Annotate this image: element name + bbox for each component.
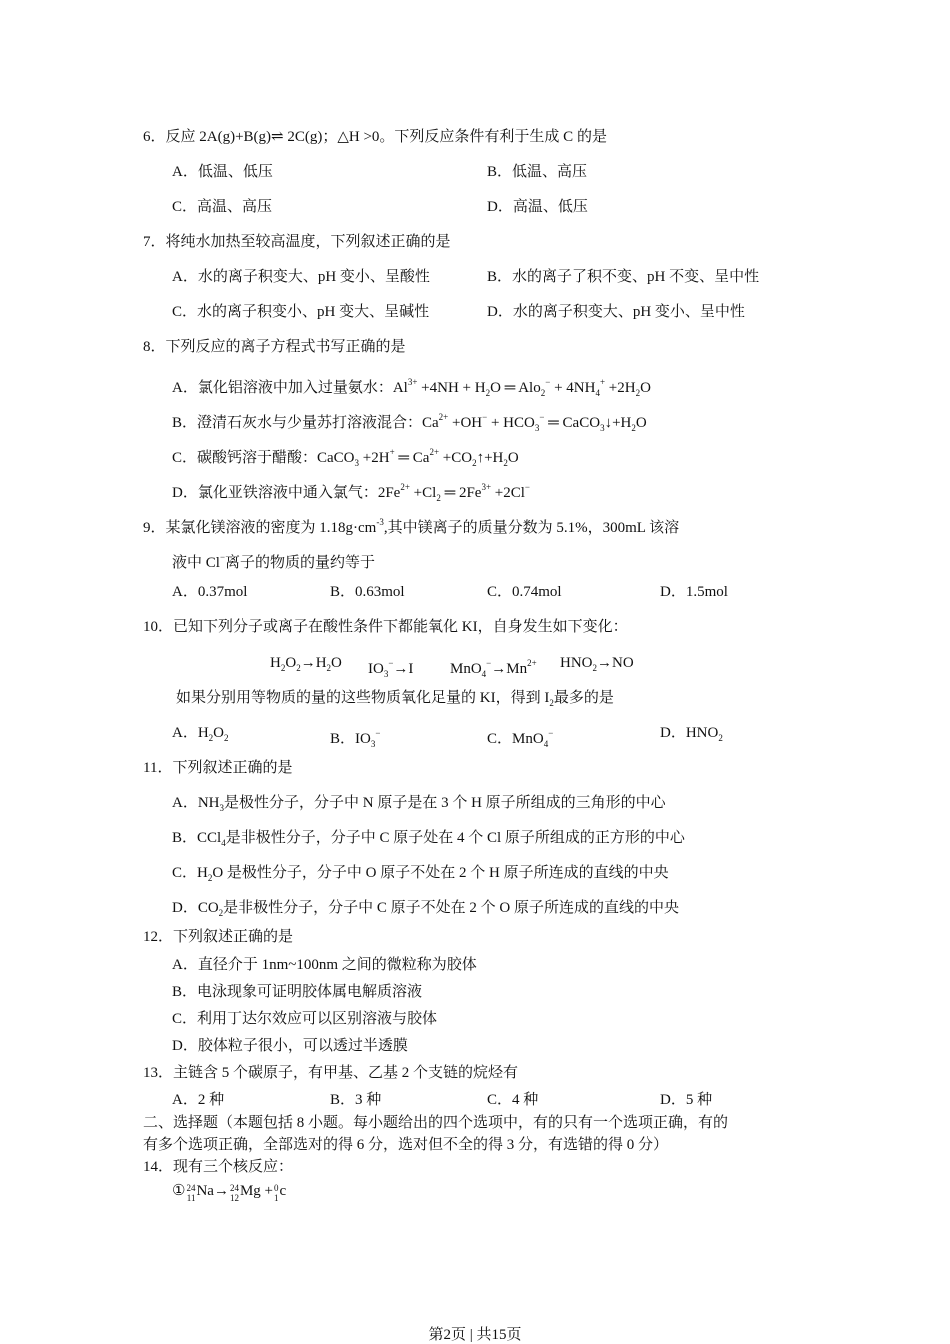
text: O — [507, 450, 519, 466]
option-item — [487, 162, 587, 182]
text: 是极性分子，分子中 N 原子是在 3 个 H 原子所组成的三角形的中心 — [224, 795, 666, 811]
option-item — [487, 267, 759, 287]
subscript: 2 — [224, 733, 229, 743]
text: B．IO — [330, 731, 371, 747]
text: C．碳酸钙溶于醋酸：CaCO — [172, 450, 355, 466]
text-line — [172, 828, 685, 853]
mass-number: 24 — [186, 1183, 196, 1193]
subscript: 2 — [436, 493, 441, 503]
text: 13．主链含 5 个碳原子，有甲基、乙基 2 个支链的烷烃有 — [143, 1065, 519, 1081]
text-line — [143, 1063, 518, 1083]
text-line — [172, 1181, 286, 1203]
text-line — [143, 758, 292, 778]
subscript: 2 — [540, 388, 546, 398]
text: A．直径介于 1nm~100nm 之间的微粒称为胶体 — [172, 957, 477, 973]
subscript: 2 — [326, 663, 332, 673]
text-line — [143, 512, 679, 538]
subscript: 2 — [218, 908, 224, 918]
text: C．0.74mol — [487, 584, 562, 600]
text: D．高温、低压 — [487, 199, 588, 215]
text: 12．下列叙述正确的是 — [143, 929, 294, 945]
text: +Cl — [409, 485, 437, 501]
text: 11．下列叙述正确的是 — [143, 760, 293, 776]
option-item — [660, 1090, 712, 1110]
text-line — [172, 955, 477, 975]
text-line — [143, 617, 628, 637]
text: IO — [368, 661, 384, 677]
page-footer: 第2页 | 共15页 — [428, 1327, 522, 1343]
option-item — [487, 582, 562, 602]
text: 是非极性分子，分子中 C 原子处在 4 个 Cl 原子所组成的正方形的中心 — [225, 830, 685, 846]
option-item — [368, 653, 413, 684]
text: O — [285, 655, 297, 671]
subscript: 3 — [370, 739, 376, 749]
option-item — [330, 582, 405, 602]
text-line — [176, 688, 614, 713]
text-line — [143, 927, 293, 947]
option-item — [487, 723, 553, 754]
text: Na→ — [196, 1183, 229, 1199]
text: →H — [300, 655, 327, 671]
text: O — [331, 655, 342, 671]
text: C．H — [172, 865, 208, 881]
text: C．高温、高压 — [172, 199, 273, 215]
text: 14．现有三个核反应： — [143, 1159, 294, 1175]
text-line — [172, 982, 422, 1002]
option-item — [330, 1090, 381, 1110]
text: c — [279, 1183, 287, 1199]
text: D．5 种 — [660, 1092, 713, 1108]
text: 如果分别用等物质的量的这些物质氧化足量的 KI，得到 I — [176, 690, 550, 706]
text: 9．某氯化镁溶液的密度为 1.18g·cm — [143, 520, 377, 536]
option-item — [487, 302, 745, 322]
atomic-number: 11 — [186, 1193, 196, 1203]
text-line — [143, 1157, 293, 1177]
text: B．澄清石灰水与少量苏打溶液混合：Ca — [172, 415, 439, 431]
subscript: 2 — [472, 458, 477, 468]
text: B．CCl — [172, 830, 222, 846]
text-line — [172, 547, 375, 573]
text: +OH — [448, 415, 483, 431]
superscript: 2+ — [429, 447, 440, 457]
text: →Mn — [491, 661, 528, 677]
superscript: 2+ — [438, 412, 449, 422]
text: 7．将纯水加热至较高温度，下列叙述正确的是 — [143, 234, 451, 250]
text: D．HNO — [660, 725, 719, 741]
option-item — [172, 723, 229, 748]
text: +CO — [439, 450, 473, 466]
superscript: − — [375, 728, 381, 738]
text: C．MnO — [487, 731, 544, 747]
text: 二、选择题（本题包括 8 小题。每小题给出的四个选项中，有的只有一个选项正确，有的 — [143, 1115, 729, 1131]
subscript: 2 — [207, 873, 213, 883]
text: H — [270, 655, 281, 671]
text: +2H — [605, 380, 636, 396]
superscript: 2+ — [527, 658, 537, 668]
text: A．水的离子积变大、pH 变小、呈酸性 — [172, 269, 430, 285]
subscript: 3 — [600, 423, 605, 433]
text-line — [143, 127, 607, 147]
text: Mg + — [239, 1183, 273, 1199]
text-line — [143, 1113, 728, 1133]
superscript: − — [482, 412, 488, 422]
text: 6．反应 2A(g)+B(g) — [143, 129, 272, 145]
text: A．2 种 — [172, 1092, 225, 1108]
subscript: 2 — [280, 663, 286, 673]
text: →I — [393, 661, 414, 677]
option-item — [560, 653, 634, 678]
superscript: − — [524, 482, 530, 492]
text: B．0.63mol — [330, 584, 405, 600]
text: A．NH — [172, 795, 220, 811]
text-line — [172, 442, 519, 473]
subscript: 2 — [296, 663, 301, 673]
option-item — [330, 723, 380, 754]
text: O — [635, 415, 647, 431]
text: C．利用丁达尔效应可以区别溶液与胶体 — [172, 1011, 438, 1027]
text: D．水的离子积变大、pH 变小、呈中性 — [487, 304, 745, 320]
text: 8．下列反应的离子方程式书写正确的是 — [143, 339, 406, 355]
text: 最多的是 — [553, 690, 614, 706]
text: ↑+H — [476, 450, 504, 466]
text: A．氯化铝溶液中加入过量氨水：Al — [172, 380, 408, 396]
superscript: − — [548, 728, 554, 738]
text: ① — [172, 1183, 186, 1199]
subscript: 2 — [503, 458, 508, 468]
option-item — [172, 302, 429, 322]
superscript: − — [486, 658, 492, 668]
text: O — [640, 380, 651, 396]
subscript: 2 — [208, 733, 214, 743]
text-line — [172, 1036, 408, 1056]
atomic-number: 12 — [229, 1193, 239, 1203]
option-item — [660, 582, 728, 602]
text: →NO — [597, 655, 634, 671]
subscript: 2 — [549, 698, 554, 708]
subscript: 2 — [592, 663, 597, 673]
option-item — [172, 267, 430, 287]
text: ═ CaCO — [544, 415, 601, 431]
text: O — [213, 725, 225, 741]
text-line — [172, 372, 651, 403]
text: + HCO — [487, 415, 535, 431]
subscript: 3 — [354, 458, 360, 468]
text: 液中 Cl — [172, 555, 220, 571]
nuclide-notation — [230, 1183, 239, 1203]
mass-number: 0 — [274, 1183, 279, 1193]
superscript: 2+ — [400, 482, 410, 492]
text: ═ 2Fe — [440, 485, 482, 501]
text: B．电泳现象可证明胶体属电解质溶液 — [172, 984, 423, 1000]
subscript: 4 — [221, 838, 226, 848]
option-item — [172, 1090, 224, 1110]
text: ═ Ca — [394, 450, 430, 466]
subscript: 2 — [485, 388, 491, 398]
text: ⇌ — [271, 129, 284, 145]
text-line — [172, 793, 666, 818]
text: 是非极性分子，分子中 C 原子不处在 2 个 O 原子所连成的直线的中央 — [223, 900, 680, 916]
superscript: − — [545, 377, 551, 387]
option-item — [172, 582, 247, 602]
superscript: − — [219, 552, 226, 562]
option-item — [450, 653, 537, 684]
text: C．4 种 — [487, 1092, 539, 1108]
superscript: 3+ — [481, 482, 492, 492]
text: B．水的离子了积不变、pH 不变、呈中性 — [487, 269, 760, 285]
superscript: + — [599, 377, 606, 387]
option-item — [660, 723, 723, 748]
text-line — [172, 477, 530, 508]
text-line — [143, 1135, 668, 1155]
text: B．3 种 — [330, 1092, 382, 1108]
superscript: -3 — [376, 517, 384, 527]
text: O 是极性分子，分子中 O 原子不处在 2 个 H 原子所连成的直线的中央 — [212, 865, 669, 881]
subscript: 4 — [543, 739, 549, 749]
text-line — [172, 407, 647, 438]
text-line — [172, 1009, 437, 1029]
option-item — [487, 197, 588, 217]
subscript: 4 — [595, 388, 600, 398]
subscript: 2 — [631, 423, 636, 433]
nuclide-notation — [186, 1183, 195, 1203]
text: 2C(g)；△H >0。下列反应条件有利于生成 C 的是 — [283, 129, 607, 145]
option-item — [172, 162, 273, 182]
subscript: 3 — [534, 423, 540, 433]
text: +4NH + H — [417, 380, 486, 396]
text: 离子的物质的量约等于 — [225, 555, 376, 571]
nuclide-notation — [274, 1183, 279, 1203]
text-line — [143, 232, 451, 252]
subscript: 2 — [718, 733, 723, 743]
text: ,其中镁离子的质量分数为 5.1%，300mL 该溶 — [383, 520, 680, 536]
text: HNO — [560, 655, 593, 671]
text: 有多个选项正确，全部选对的得 6 分，选对但不全的得 3 分，有选错的得 0 分） — [143, 1137, 669, 1153]
subscript: 2 — [635, 388, 641, 398]
text: D．1.5mol — [660, 584, 728, 600]
text: 10．已知下列分子或离子在酸性条件下都能氧化 KI，自身发生如下变化： — [143, 619, 628, 635]
text: B．低温、高压 — [487, 164, 588, 180]
subscript: 3 — [219, 803, 224, 813]
text: D．CO — [172, 900, 219, 916]
text: ↓+H — [604, 415, 632, 431]
text-line — [172, 898, 679, 923]
text: A．低温、低压 — [172, 164, 273, 180]
text: D．胶体粒子很小，可以透过半透膜 — [172, 1038, 408, 1054]
subscript: 4 — [481, 669, 487, 679]
superscript: − — [539, 412, 545, 422]
text: O ═ Alo — [490, 380, 541, 396]
superscript: 3+ — [407, 377, 418, 387]
text: D．氯化亚铁溶液中通入氯气：2Fe — [172, 485, 401, 501]
option-item — [172, 197, 272, 217]
superscript: + — [389, 447, 395, 457]
text: MnO — [450, 661, 482, 677]
subscript: 3 — [383, 669, 389, 679]
atomic-number: 1 — [274, 1193, 279, 1203]
text: A．H — [172, 725, 209, 741]
option-item — [270, 653, 342, 678]
option-item — [487, 1090, 538, 1110]
text: + 4NH — [550, 380, 596, 396]
text-line — [143, 337, 406, 357]
superscript: − — [388, 658, 394, 668]
text: C．水的离子积变小、pH 变大、呈碱性 — [172, 304, 430, 320]
text: +2H — [359, 450, 390, 466]
text-line — [172, 863, 669, 888]
mass-number: 24 — [229, 1183, 239, 1193]
text: +2Cl — [491, 485, 525, 501]
text: A．0.37mol — [172, 584, 248, 600]
